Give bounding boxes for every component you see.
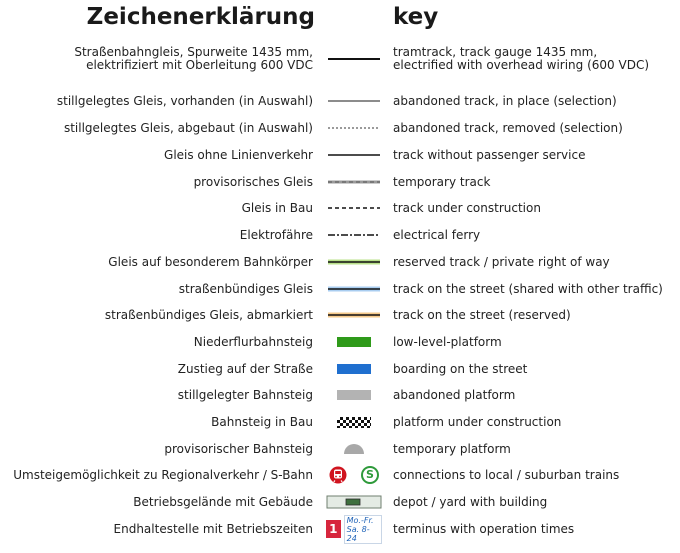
legend-label-english-line: temporary track <box>393 174 491 189</box>
half-circle-platform-icon <box>342 442 366 456</box>
terminus-times-weekday: Mo.-Fr. <box>346 515 374 525</box>
legend-row <box>0 329 680 355</box>
legend-row <box>0 142 680 168</box>
terminus-line-number: 1 <box>326 520 341 538</box>
legend-row <box>0 46 680 72</box>
s-bahn-icon <box>361 466 379 484</box>
legend-label-german <box>178 382 313 408</box>
legend-line-symbol <box>326 256 382 268</box>
legend-symbol-line-blue-casing <box>326 276 382 302</box>
legend-label-german <box>133 489 313 515</box>
legend-label-english <box>393 436 511 462</box>
legend-label-english-line: track on the street (reserved) <box>393 307 571 322</box>
legend-label-german <box>178 356 313 382</box>
legend-symbol-line-solid-black-thin <box>326 142 382 168</box>
legend-symbol-platform-green <box>326 329 382 355</box>
legend-label-german-line: Gleis auf besonderem Bahnkörper <box>108 254 313 269</box>
legend-row <box>0 88 680 114</box>
legend-label-german <box>211 409 313 435</box>
legend-row <box>0 195 680 221</box>
legend-label-english-line: abandoned track, in place (selection) <box>393 93 617 108</box>
legend-label-german-line: Umsteigemöglichkeit zu Regionalverkehr / S-Bahn <box>13 467 313 482</box>
legend-row <box>0 276 680 302</box>
legend-label-german <box>108 249 313 275</box>
legend-line-symbol <box>326 122 382 134</box>
legend-label-german-line: Gleis in Bau <box>241 200 313 215</box>
legend-label-english-line: terminus with operation times <box>393 521 575 536</box>
legend-label-german-line: provisorisches Gleis <box>193 174 313 189</box>
legend-label-german-line: stillgelegtes Gleis, vorhanden (in Auswahl) <box>56 93 313 108</box>
legend-row <box>0 169 680 195</box>
legend-label-english-line: temporary platform <box>393 441 511 456</box>
legend-label-english <box>393 462 619 488</box>
legend-line-symbol <box>326 202 382 214</box>
legend-label-english-line: boarding on the street <box>393 361 528 376</box>
legend-label-english <box>393 142 585 168</box>
green-platform-swatch <box>337 337 371 347</box>
legend-label-german-line: straßenbündiges Gleis <box>178 281 313 296</box>
terminus-badge <box>326 515 382 544</box>
legend-label-german-line: stillgelegter Bahnsteig <box>177 387 313 402</box>
legend-label-english-line: electrical ferry <box>393 227 481 242</box>
legend-label-english <box>393 382 515 408</box>
legend-label-english <box>393 489 547 515</box>
legend-symbol-line-dotted-gray <box>326 115 382 141</box>
legend-row <box>0 382 680 408</box>
legend-symbol-line-gray-dashed <box>326 169 382 195</box>
legend-symbol-line-solid-black-thick <box>326 46 382 72</box>
legend-label-german <box>179 276 313 302</box>
legend-row <box>0 249 680 275</box>
legend-symbol-platform-gray <box>326 382 382 408</box>
legend-symbol-platform-blue <box>326 356 382 382</box>
legend-label-english <box>393 356 527 382</box>
legend-label-english-line: connections to local / suburban trains <box>393 467 620 482</box>
legend-label-english <box>393 329 502 355</box>
legend-label-german <box>13 462 313 488</box>
legend-label-english <box>393 409 561 435</box>
checkered-platform-swatch <box>337 417 371 428</box>
legend-label-english-line: abandoned platform <box>393 387 516 402</box>
title-german: Zeichenerklärung <box>86 4 315 30</box>
legend-label-german-line: straßenbündiges Gleis, abmarkiert <box>104 307 313 322</box>
legend-symbol-line-green-casing <box>326 249 382 275</box>
legend-symbol-platform-checkered <box>326 409 382 435</box>
depot-icon <box>326 495 382 509</box>
legend-label-german <box>105 302 313 328</box>
legend-row <box>0 409 680 435</box>
legend-line-symbol <box>326 95 382 107</box>
legend-row <box>0 462 680 488</box>
legend-label-german-line: Straßenbahngleis, Spurweite 1435 mm, <box>74 45 313 59</box>
legend-label-english-line: abandoned track, removed (selection) <box>393 120 623 135</box>
legend-label-german <box>64 115 313 141</box>
legend-row <box>0 356 680 382</box>
legend-row <box>0 516 680 542</box>
legend-label-german-line: Niederflurbahnsteig <box>193 334 313 349</box>
legend-line-symbol <box>326 176 382 188</box>
s-bahn-letter: S <box>363 468 377 482</box>
legend-label-english-line: track under construction <box>393 200 541 215</box>
regional-train-icon <box>329 466 347 484</box>
legend-label-english <box>393 169 490 195</box>
legend-label-german-line: Zustieg auf der Straße <box>177 361 313 376</box>
blue-platform-swatch <box>337 364 371 374</box>
legend-label-english <box>393 302 571 328</box>
legend-label-english <box>393 46 649 72</box>
legend-line-symbol <box>326 229 382 241</box>
legend-symbol-line-solid-gray <box>326 88 382 114</box>
legend-label-english-line: track on the street (shared with other traffic) <box>393 281 663 296</box>
legend-label-english-line: electrified with overhead wiring (600 VDC) <box>393 58 650 72</box>
legend-symbol-depot-box <box>326 489 382 515</box>
legend-row <box>0 115 680 141</box>
legend-row <box>0 222 680 248</box>
legend-label-german <box>74 46 313 72</box>
legend-label-english-line: platform under construction <box>393 414 562 429</box>
legend-label-german-line: Bahnsteig in Bau <box>211 414 313 429</box>
legend-line-symbol <box>326 283 382 295</box>
legend-label-english <box>393 88 617 114</box>
legend-label-english-line: tramtrack, track gauge 1435 mm, <box>393 45 598 59</box>
legend-line-symbol <box>326 309 382 321</box>
legend-label-german-line: provisorischer Bahnsteig <box>164 441 313 456</box>
legend-label-german <box>164 436 313 462</box>
legend-label-german <box>194 169 313 195</box>
legend-label-german-line: Betriebsgelände mit Gebäude <box>133 494 313 509</box>
legend-symbol-line-orange-casing <box>326 302 382 328</box>
legend-label-german <box>164 142 313 168</box>
legend-label-german <box>242 195 313 221</box>
legend-label-german-line: Gleis ohne Linienverkehr <box>164 147 313 162</box>
legend-label-english-line: depot / yard with building <box>393 494 548 509</box>
legend-line-symbol <box>326 53 382 65</box>
legend-label-english-line: low-level-platform <box>393 334 502 349</box>
legend-label-english <box>393 195 541 221</box>
legend-line-symbol <box>326 149 382 161</box>
legend-label-english-line: track without passenger service <box>393 147 586 162</box>
legend-label-german-line: Endhaltestelle mit Betriebszeiten <box>113 521 313 536</box>
legend-label-german-line: Elektrofähre <box>239 227 313 242</box>
legend-symbol-line-dash-dot <box>326 222 382 248</box>
gray-platform-swatch <box>337 390 371 400</box>
legend-label-english <box>393 249 610 275</box>
terminus-times-saturday: Sa. 8-24 <box>346 524 370 543</box>
legend-label-german <box>240 222 313 248</box>
legend-row <box>0 436 680 462</box>
legend-symbol-platform-half-circle <box>326 436 382 462</box>
legend-label-english <box>393 276 663 302</box>
legend-row <box>0 302 680 328</box>
legend-label-english <box>393 222 480 248</box>
legend-label-english <box>393 115 623 141</box>
legend-label-english <box>393 516 574 542</box>
legend-row <box>0 489 680 515</box>
legend-label-english-line: reserved track / private right of way <box>393 254 610 269</box>
legend-symbol-line-dashed-black <box>326 195 382 221</box>
title-english: key <box>393 4 439 30</box>
legend-label-german <box>194 329 313 355</box>
legend-symbol-train-and-s-bahn-icons <box>326 462 382 488</box>
legend-symbol-terminus-badge <box>326 516 382 542</box>
legend-label-german-line: elektrifiziert mit Oberleitung 600 VDC <box>86 58 313 72</box>
legend-label-german-line: stillgelegtes Gleis, abgebaut (in Auswahl) <box>63 120 313 135</box>
legend-label-german <box>114 516 313 542</box>
legend-label-german <box>57 88 313 114</box>
terminus-operation-times <box>344 515 382 544</box>
